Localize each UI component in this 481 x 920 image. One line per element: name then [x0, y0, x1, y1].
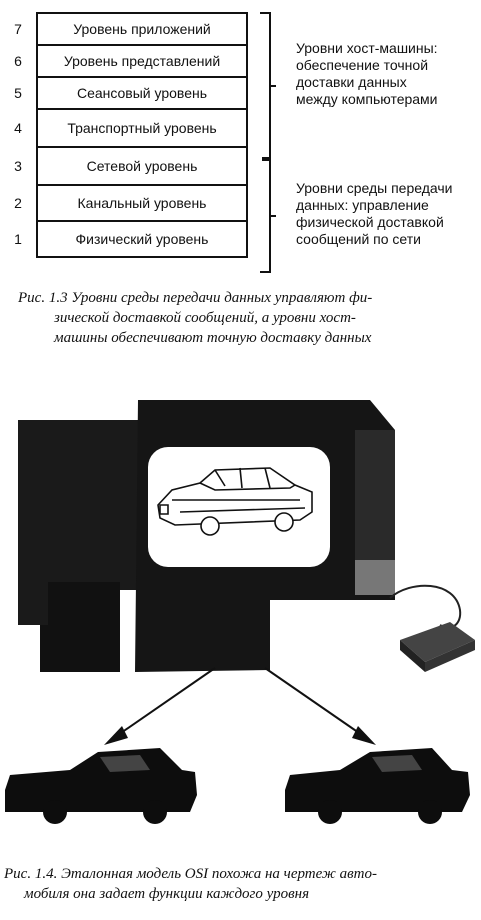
- media-label-line: сообщений по сети: [296, 231, 421, 247]
- host-label-line: обеспечение точной: [296, 57, 429, 73]
- layer-number: 3: [14, 158, 22, 174]
- layer-number: 7: [14, 21, 22, 37]
- arrow-right-icon: [265, 668, 376, 745]
- host-layers-bracket: [260, 13, 276, 158]
- arrow-left-icon: [104, 668, 215, 745]
- host-label-line: Уровни хост-машины:: [296, 40, 438, 56]
- layer-label: Уровень приложений: [73, 21, 211, 37]
- caption-line: мобиля она задает функции каждого уровня: [24, 886, 310, 902]
- layer-number: 5: [14, 85, 22, 101]
- media-label-line: Уровни среды передачи: [296, 180, 453, 196]
- layer-number: 2: [14, 195, 22, 211]
- media-label-line: данных: управление: [296, 197, 429, 213]
- layer-number: 1: [14, 231, 22, 247]
- media-layers-bracket: [260, 160, 276, 272]
- host-layers-label: [296, 40, 438, 108]
- layer-label: Физический уровень: [75, 231, 209, 247]
- host-label-line: между компьютерами: [296, 91, 438, 107]
- host-label-line: доставки данных: [296, 74, 407, 90]
- car-silhouette-left-icon: [5, 748, 197, 824]
- media-layers-label: [296, 180, 453, 248]
- car-silhouette-right-icon: [285, 748, 470, 824]
- workstation-illustration: [18, 400, 475, 672]
- caption-line: Рис. 1.3 Уровни среды передачи данных управляют фи-: [18, 290, 373, 306]
- layer-number: 6: [14, 53, 22, 69]
- caption-line: машины обеспечивают точную доставку данных: [54, 330, 372, 346]
- layer-label: Транспортный уровень: [67, 120, 217, 136]
- layer-label: Канальный уровень: [77, 195, 207, 211]
- caption-line: Рис. 1.4. Эталонная модель OSI похожа на чертеж авто-: [4, 866, 377, 882]
- mouse-icon: [390, 586, 475, 672]
- layer-label: Сетевой уровень: [86, 158, 198, 174]
- layer-number: 4: [14, 120, 22, 136]
- caption-line: зической доставкой сообщений, а уровни хост-: [54, 310, 356, 326]
- media-label-line: физической доставкой: [296, 214, 444, 230]
- layer-label: Уровень представлений: [63, 53, 221, 69]
- layer-label: Сеансовый уровень: [76, 85, 208, 101]
- figure-1-3-caption: [18, 288, 473, 348]
- figure-1-4-caption: [4, 864, 474, 904]
